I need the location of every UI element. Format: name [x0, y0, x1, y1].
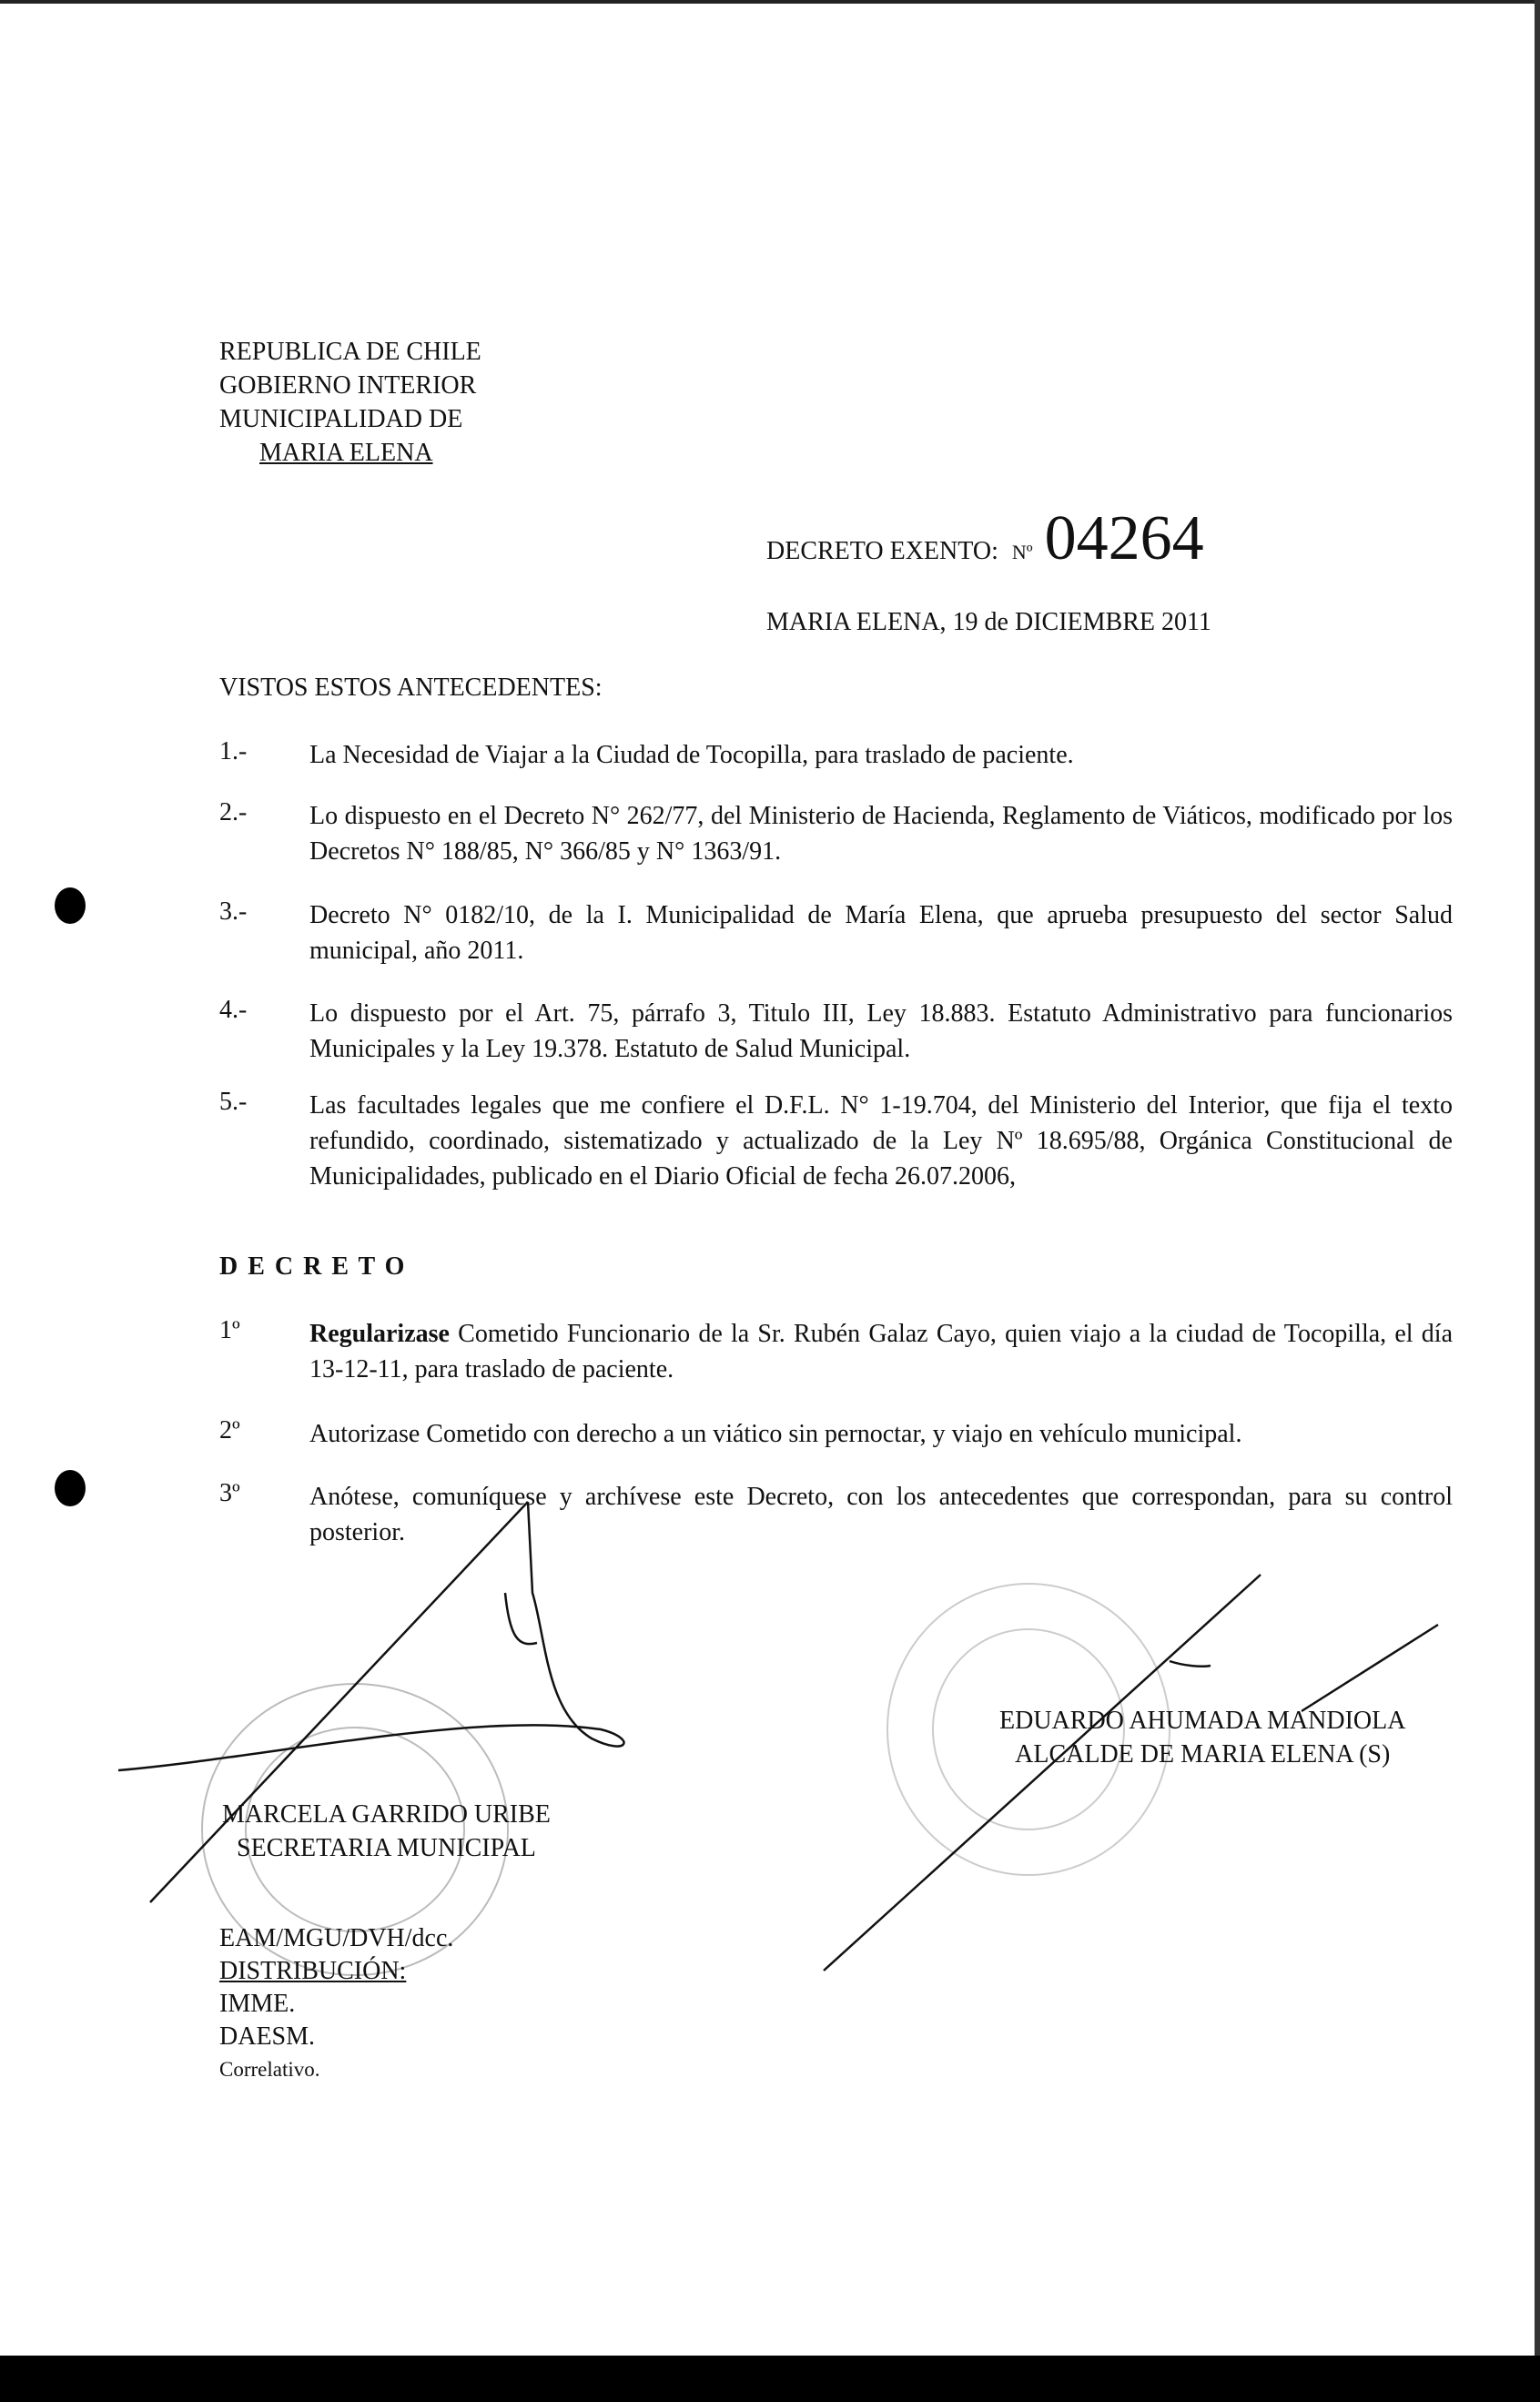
recipient: IMME.	[219, 1990, 296, 2018]
letterhead-line: REPUBLICA DE CHILE	[219, 338, 481, 366]
decreto-title: D E C R E T O	[219, 1252, 407, 1281]
distribution-title: DISTRIBUCIÓN:	[219, 1957, 407, 1985]
letterhead-line: MUNICIPALIDAD DE	[219, 405, 463, 433]
correlativo: Correlativo.	[219, 2058, 320, 2081]
item-number: 2.-	[219, 798, 248, 826]
decree-no-label: Nº	[1011, 541, 1033, 563]
vistos-item: Lo dispuesto por el Art. 75, párrafo 3, Titulo III, Ley 18.883. Estatuto Administrativo para funcionarios Municipales y la Ley 19.378. Estatuto de Salud Municipal.	[309, 999, 1453, 1063]
vistos-item: Decreto N° 0182/10, de la I. Municipalidad de María Elena, que aprueba presupuesto del sector Salud municipal, año 2011.	[309, 901, 1453, 965]
item-text: Cometido Funcionario de la Sr. Rubén Galaz Cayo, quien viajo a la ciudad de Tocopilla, el día 13-12-11, para traslado de paciente.	[309, 1320, 1453, 1383]
letterhead-line: GOBIERNO INTERIOR	[219, 371, 477, 400]
secretaria-title: SECRETARIA MUNICIPAL	[237, 1834, 536, 1862]
decree-number: 04264	[1044, 503, 1204, 573]
signature-alcalde	[824, 1575, 1438, 1971]
distribution-block	[219, 1922, 453, 2086]
vistos-item: Las facultades legales que me confiere el D.F.L. N° 1-19.704, del Ministerio del Interior, que fija el texto refundido, coordinado, sistematizado y actualizado de la Ley Nº 18.695/88, Orgánica Constitucional de Municipalidades, publicado en el Diario Oficial de fecha 26.07.2006,	[309, 1091, 1453, 1191]
decreto-item: Anótese, comuníquese y archívese este Decreto, con los antecedentes que correspondan, para su control posterior.	[309, 1483, 1453, 1546]
alcalde-signature-block	[999, 1704, 1405, 1771]
vistos-title: VISTOS ESTOS ANTECEDENTES:	[219, 674, 603, 702]
secretaria-signature-block	[222, 1798, 551, 1865]
item-number: 2º	[219, 1416, 240, 1444]
decreto-item: Autorizase Cometido con derecho a un viático sin pernoctar, y viajo en vehículo municipal.	[309, 1420, 1242, 1448]
item-keyword: Regularizase	[309, 1320, 450, 1348]
letterhead-line: MARIA ELENA	[259, 439, 433, 467]
item-number: 1º	[219, 1316, 240, 1344]
item-number: 3º	[219, 1479, 240, 1507]
vistos-item: Lo dispuesto en el Decreto N° 262/77, del Ministerio de Hacienda, Reglamento de Viáticos, modificado por los Decretos N° 188/85, N° 366/85 y N° 1363/91.	[309, 802, 1453, 866]
recipient: DAESM.	[219, 2022, 316, 2051]
item-number: 4.-	[219, 996, 248, 1024]
alcalde-title: ALCALDE DE MARIA ELENA (S)	[1015, 1740, 1391, 1769]
decree-label: DECRETO EXENTO:	[766, 537, 998, 565]
item-number: 1.-	[219, 737, 248, 765]
alcalde-name: EDUARDO AHUMADA MANDIOLA	[999, 1707, 1406, 1735]
place-date: MARIA ELENA, 19 de DICIEMBRE 2011	[766, 608, 1211, 636]
vistos-item: La Necesidad de Viajar a la Ciudad de Tocopilla, para traslado de paciente.	[309, 741, 1074, 769]
secretaria-name: MARCELA GARRIDO URIBE	[222, 1800, 551, 1829]
initials: EAM/MGU/DVH/dcc.	[219, 1924, 454, 1952]
item-number: 3.-	[219, 897, 248, 926]
item-number: 5.-	[219, 1088, 248, 1116]
